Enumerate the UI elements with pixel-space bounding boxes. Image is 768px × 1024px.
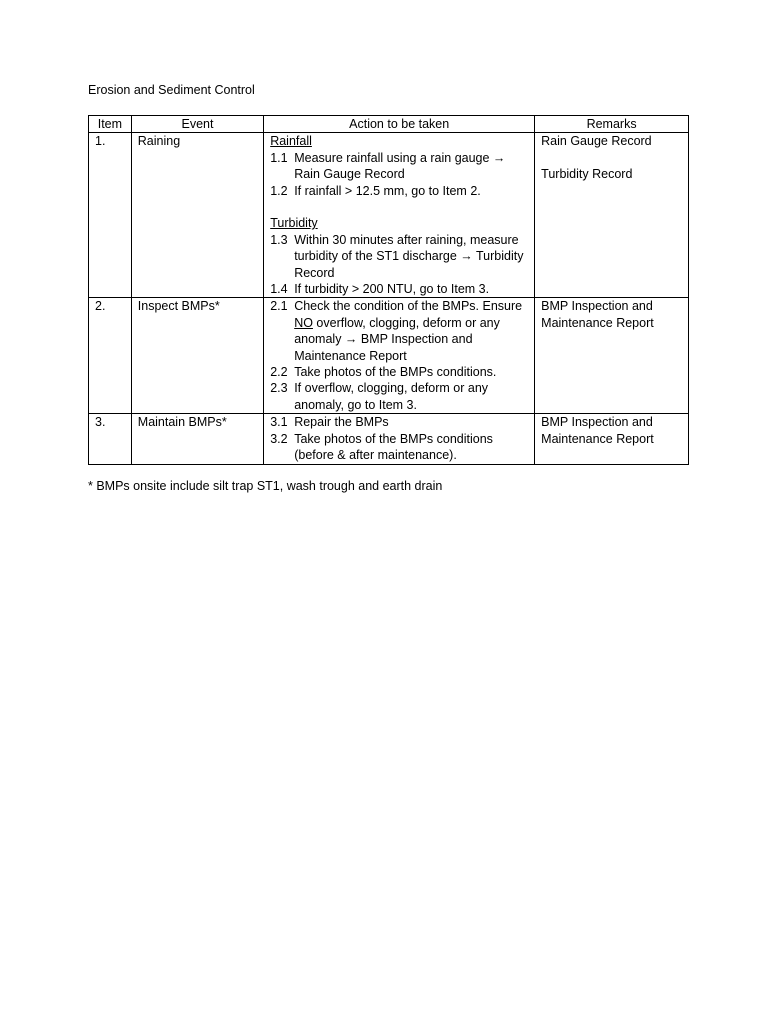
step-2-1: 2.1 Check the condition of the BMPs. Ensure NO overflow, clogging, deform or any anomaly → BMP Inspection and Maintenance Report bbox=[270, 299, 523, 363]
step-2-2: 2.2 Take photos of the BMPs conditions. bbox=[270, 365, 497, 380]
table-row bbox=[89, 133, 689, 298]
spacer bbox=[541, 150, 682, 166]
emphasis-no: NO bbox=[294, 315, 313, 330]
row-2-event: Inspect BMPs* bbox=[131, 298, 263, 414]
header-event: Event bbox=[131, 116, 263, 133]
rainfall-heading: Rainfall bbox=[270, 134, 312, 149]
row-2-action bbox=[264, 298, 535, 414]
row-1-item: 1. bbox=[89, 133, 132, 298]
row-2-remarks: BMP Inspection and Maintenance Report bbox=[535, 298, 689, 414]
step-1-3: 1.3 Within 30 minutes after raining, measure turbidity of the ST1 discharge → Turbidity Record bbox=[270, 232, 524, 280]
remark-turbidity: Turbidity Record bbox=[541, 167, 633, 182]
header-action: Action to be taken bbox=[264, 116, 535, 133]
row-3-event: Maintain BMPs* bbox=[131, 414, 263, 464]
header-remarks: Remarks bbox=[535, 116, 689, 133]
step-3-2: 3.2 Take photos of the BMPs conditions (before & after maintenance). bbox=[270, 431, 493, 463]
footnote: * BMPs onsite include silt trap ST1, wash trough and earth drain bbox=[88, 479, 443, 493]
spacer bbox=[270, 199, 528, 215]
header-item: Item bbox=[89, 116, 132, 133]
row-2-item: 2. bbox=[89, 298, 132, 414]
table-header-row bbox=[89, 116, 689, 133]
step-1-4: 1.4 If turbidity > 200 NTU, go to Item 3. bbox=[270, 282, 490, 297]
row-1-event: Raining bbox=[131, 133, 263, 298]
step-1-2: 1.2 If rainfall > 12.5 mm, go to Item 2. bbox=[270, 183, 481, 198]
table-row bbox=[89, 298, 689, 414]
row-3-action bbox=[264, 414, 535, 464]
step-2-3: 2.3 If overflow, clogging, deform or any anomaly, go to Item 3. bbox=[270, 381, 489, 412]
row-1-action bbox=[264, 133, 535, 298]
row-3-remarks: BMP Inspection and Maintenance Report bbox=[535, 414, 689, 464]
table-row bbox=[89, 414, 689, 464]
step-3-1: 3.1 Repair the BMPs bbox=[270, 415, 389, 430]
turbidity-heading: Turbidity bbox=[270, 216, 318, 231]
step-1-1: 1.1 Measure rainfall using a rain gauge → Rain Gauge Record bbox=[270, 150, 506, 182]
row-1-remarks bbox=[535, 133, 689, 298]
erosion-control-table bbox=[88, 115, 689, 465]
row-3-item: 3. bbox=[89, 414, 132, 464]
document-title: Erosion and Sediment Control bbox=[88, 83, 255, 97]
remark-rain-gauge: Rain Gauge Record bbox=[541, 134, 652, 149]
